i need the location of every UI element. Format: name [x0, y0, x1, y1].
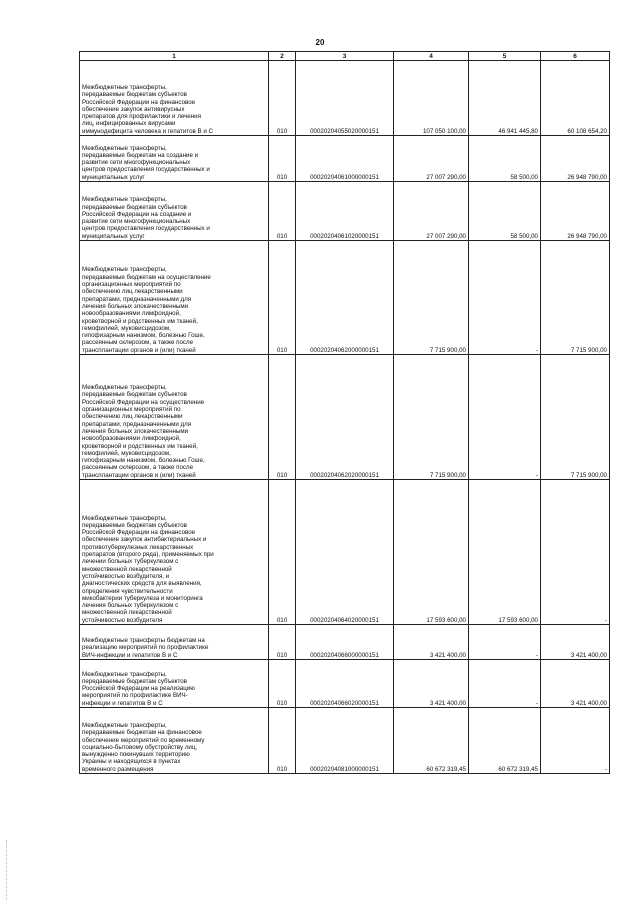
row-value-5: 58 500,00: [469, 136, 541, 182]
row-value-4: 3 421 400,00: [394, 625, 469, 660]
row-value-6: -: [541, 708, 610, 774]
row-name: Межбюджетные трансферты, передаваемые бюджетам субъектов Российской Федерации на финансовое обеспечение закупок антивирусных препаратов для профилактики и лечения лиц, инфицированных вирусами иммунодефицита человека и гепатитов В и С: [80, 61, 269, 136]
row-name: Межбюджетные трансферты, передаваемые бюджетам на осуществление организационных мероприятий по обеспечению лиц лекарственными препаратами, предназначенными для лечения больных злокачественными новообразованиями лимфоидной, кроветворной и родственных им тканей, гемофилией, муковисцидозом, гипофизарным нанизмом, болезнью Гоше, рассеянным склерозом, а также после трансплантации органов и (или) тканей: [80, 241, 269, 355]
row-value-6: 60 108 654,20: [541, 61, 610, 136]
row-value-6: 3 421 400,00: [541, 625, 610, 660]
row-budget-code: 00020204066020000151: [296, 660, 394, 708]
row-value-5: 46 941 445,80: [469, 61, 541, 136]
row-admin-code: 010: [269, 241, 296, 355]
row-value-4: 27 007 290,00: [394, 182, 469, 241]
row-value-4: 17 593 600,00: [394, 480, 469, 625]
row-value-4: 7 715 900,00: [394, 355, 469, 480]
row-value-6: -: [541, 480, 610, 625]
row-name: Межбюджетные трансферты, передаваемые бюджетам субъектов Российской Федерации на финансовое обеспечение закупок антибактериальных и противотуберкулезных лекарственных препаратов (второго ряда), применяемых при лечении больных туберкулезом с множественной лекарственной устойчивостью возбудителя, и диагностических средств для выявления, определения чувствительности микобактерии туберкулеза и мониторинга лечения больных туберкулезом с множественной лекарственной устойчивостью возбудителя: [80, 480, 269, 625]
row-admin-code: 010: [269, 660, 296, 708]
row-budget-code: 00020204062020000151: [296, 355, 394, 480]
row-value-5: -: [469, 241, 541, 355]
budget-table: [79, 51, 610, 774]
column-header-6: 6: [541, 52, 610, 61]
table-row: [80, 708, 610, 774]
row-name: Межбюджетные трансферты, передаваемые бюджетам на финансовое обеспечение мероприятий по временному социально-бытовому обустройству лиц, вынужденно покинувших территорию Украины и находящихся в пунктах временного размещения: [80, 708, 269, 774]
table-row: [80, 660, 610, 708]
column-header-5: 5: [469, 52, 541, 61]
row-value-5: 58 500,00: [469, 182, 541, 241]
row-value-4: 60 672 319,45: [394, 708, 469, 774]
row-value-6: 7 715 900,00: [541, 241, 610, 355]
row-value-5: -: [469, 355, 541, 480]
row-value-6: 26 948 790,00: [541, 182, 610, 241]
scan-margin-marks: [6, 840, 9, 900]
row-budget-code: 00020204062000000151: [296, 241, 394, 355]
row-value-4: 107 050 100,00: [394, 61, 469, 136]
row-value-5: -: [469, 625, 541, 660]
row-admin-code: 010: [269, 136, 296, 182]
row-name: Межбюджетные трансферты, передаваемые бюджетам субъектов Российской Федерации на создание и развитие сети многофункциональных центров предоставления государственных и муниципальных услуг: [80, 182, 269, 241]
row-value-6: 26 948 790,00: [541, 136, 610, 182]
row-value-4: 7 715 900,00: [394, 241, 469, 355]
row-budget-code: 00020204066000000151: [296, 625, 394, 660]
table-row: [80, 355, 610, 480]
row-admin-code: 010: [269, 625, 296, 660]
row-budget-code: 00020204055020000151: [296, 61, 394, 136]
row-value-5: 60 672 319,45: [469, 708, 541, 774]
row-admin-code: 010: [269, 61, 296, 136]
table-row: [80, 480, 610, 625]
table-row: [80, 182, 610, 241]
row-value-4: 3 421 400,00: [394, 660, 469, 708]
table-row: [80, 625, 610, 660]
column-header-4: 4: [394, 52, 469, 61]
row-name: Межбюджетные трансферты, передаваемые бюджетам субъектов Российской Федерации на осуществление организационных мероприятий по обеспечению лиц лекарственными препаратами, предназначенными для лечения больных злокачественными новообразованиями лимфоидной, кроветворной и родственных им тканей, гемофилией, муковисцидозом, гипофизарным нанизмом, болезнью Гоше, рассеянным склерозом, а также после трансплантации органов и (или) тканей: [80, 355, 269, 480]
table-row: [80, 136, 610, 182]
page-number: 20: [315, 38, 325, 47]
row-name: Межбюджетные трансферты, передаваемые бюджетам субъектов Российской Федерации на реализацию мероприятий по профилактике ВИЧ- инфекции и гепатитов В и С: [80, 660, 269, 708]
column-header-1: 1: [80, 52, 269, 61]
row-name: Межбюджетные трансферты бюджетам на реализацию мероприятий по профилактике ВИЧ-инфекции и гепатитов В и С: [80, 625, 269, 660]
row-value-5: -: [469, 660, 541, 708]
row-value-6: 3 421 400,00: [541, 660, 610, 708]
row-value-6: 7 715 900,00: [541, 355, 610, 480]
column-header-3: 3: [296, 52, 394, 61]
row-admin-code: 010: [269, 480, 296, 625]
row-budget-code: 00020204081000000151: [296, 708, 394, 774]
table-header-row: [80, 52, 610, 61]
row-budget-code: 00020204061000000151: [296, 136, 394, 182]
column-header-2: 2: [269, 52, 296, 61]
row-admin-code: 010: [269, 182, 296, 241]
row-name: Межбюджетные трансферты, передаваемые бюджетам на создание и развитие сети многофункциональных центров предоставления государственных и муниципальных услуг: [80, 136, 269, 182]
table-row: [80, 241, 610, 355]
row-budget-code: 00020204061020000151: [296, 182, 394, 241]
row-value-4: 27 007 290,00: [394, 136, 469, 182]
row-value-5: 17 593 600,00: [469, 480, 541, 625]
row-admin-code: 010: [269, 355, 296, 480]
row-budget-code: 00020204064020000151: [296, 480, 394, 625]
row-admin-code: 010: [269, 708, 296, 774]
table-row: [80, 61, 610, 136]
